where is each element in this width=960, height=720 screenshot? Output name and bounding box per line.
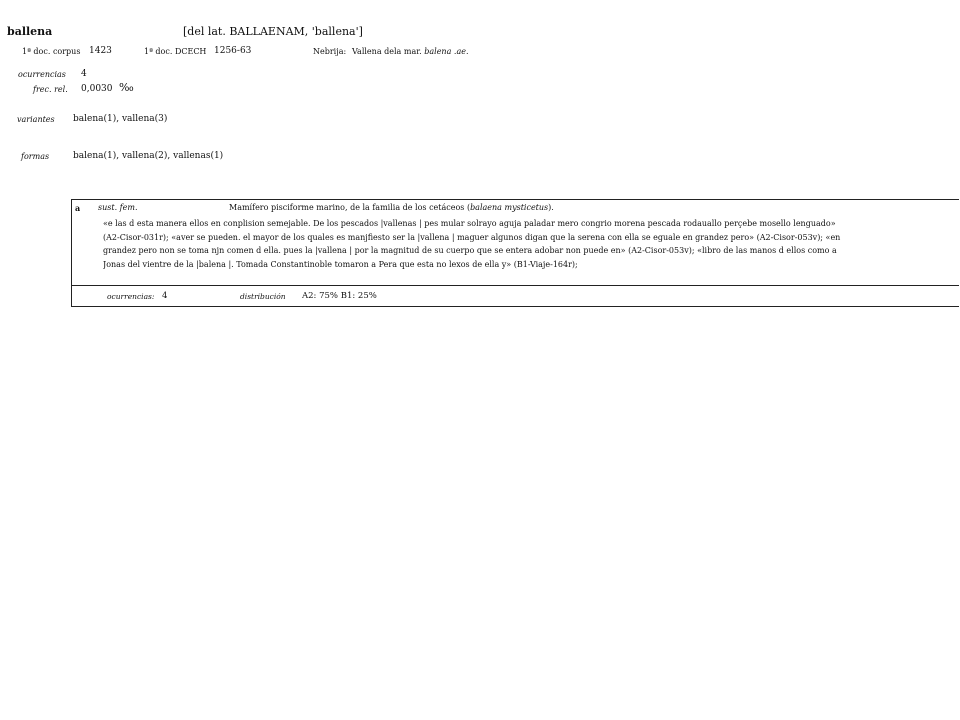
per-mille-unit: ‰ (119, 81, 134, 94)
relative-frequency-value: 0,0030 (81, 84, 113, 94)
nebrija-label: Nebrija: (313, 47, 347, 56)
first-doc-dcech-value: 1256-63 (214, 46, 252, 56)
definition-latin-name: balaena mysticetus (470, 203, 549, 212)
relative-frequency-label: frec. rel. (33, 85, 68, 94)
first-doc-corpus-value: 1423 (89, 46, 112, 56)
citation-line: grandez pero non se toma njn comen d ella. pues la |vallena | por la magnitud de su cuerpo que se entera adobar non puede en» (A2-Cisor-053v); «libro de las manos d ellos como a (103, 246, 837, 255)
lemma-headword: ballena (7, 25, 53, 38)
citation-line: Jonas del vientre de la |balena |. Tomada Constantinoble tomaron a Pera que esta no lexos de ella y» (B1-Viaje-164r); (103, 259, 578, 269)
nebrija-spanish: Vallena dela mar. (352, 47, 422, 56)
part-of-speech: sust. fem. (98, 203, 138, 212)
etymology: [del lat. BALLAENAM, 'ballena'] (183, 25, 363, 38)
box-bottom-border (72, 306, 959, 307)
variants-label: variantes (17, 115, 55, 124)
citation-line: «e las d esta manera ellos en conplision semejable. De los pescados |vallenas | pes mular solrayo aguja paladar mero congrio morena pescada rodauallo perçebe mosello lenguado» (103, 219, 836, 228)
first-doc-dcech-label: 1ª doc. DCECH (144, 47, 207, 56)
forms-label: formas (21, 152, 50, 161)
divider (72, 285, 959, 286)
definition-close: ). (548, 203, 554, 212)
sense-box (71, 199, 959, 307)
definition-text: Mamífero pisciforme marino, de la familia de los cetáceos ( (229, 203, 471, 212)
sense-definition (229, 203, 554, 212)
citation-line: (A2-Cisor-031r); «aver se pueden. el mayor de los quales es manjfiesto ser la |vallena | maguer algunos digan que la serena con ella se eguale en grandez pero» (A2-Cisor-053v); «en (103, 232, 841, 242)
distribution-value: A2: 75% B1: 25% (302, 291, 377, 301)
forms-value: balena(1), vallena(2), vallenas(1) (73, 151, 224, 161)
sense-letter: a (75, 203, 81, 213)
sense-occurrences-label: ocurrencias: (107, 292, 155, 301)
distribution-label: distribución (240, 292, 286, 301)
citation-block (103, 217, 958, 271)
sense-occurrences-value: 4 (162, 291, 168, 301)
occurrences-value: 4 (81, 69, 87, 79)
nebrija-definition (352, 47, 469, 56)
variants-value: balena(1), vallena(3) (73, 114, 168, 124)
first-doc-corpus-label: 1ª doc. corpus (22, 47, 81, 56)
nebrija-latin: balena .ae. (424, 47, 469, 56)
occurrences-label: ocurrencias (18, 70, 66, 79)
